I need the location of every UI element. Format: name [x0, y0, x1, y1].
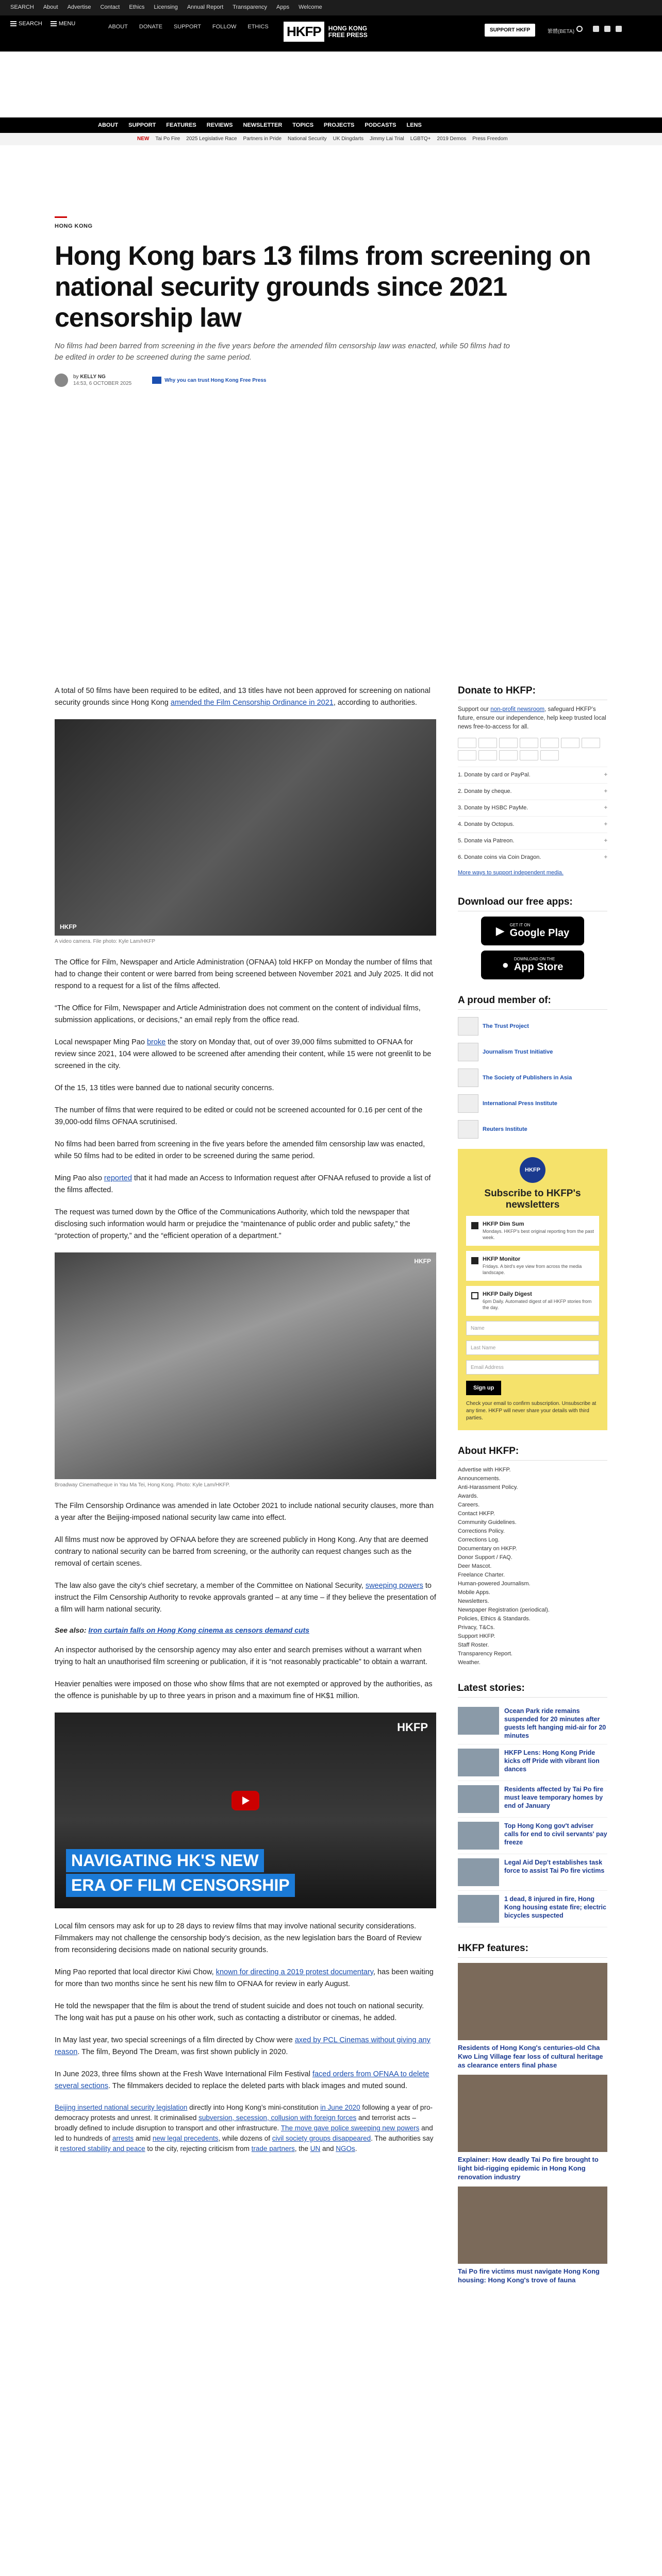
paragraph: The Office for Film, Newspaper and Article Administration (OFNAA) told HKFP on Monday the number of films that had to change their content or were barred from being screened between November 2021 and July 2025. It did not respond to a request for a list of the films affected. — [55, 958, 434, 990]
cinema-photo — [55, 1252, 436, 1479]
paragraph: Local film censors may ask for up to 28 days to review films that may involve national security considerations. Filmmakers may not challenge the censorship body’s decision, as the new legislation bars the Board of Review from reconsidering decisions made on national security grounds. — [55, 1922, 422, 1954]
jti-logo — [458, 1043, 478, 1061]
payment-icon — [458, 750, 476, 760]
newsletter-option-monitor[interactable]: HKFP Monitor Fridays. A bird's eye view from across the media landscape. — [466, 1251, 599, 1281]
payment-icon — [478, 738, 497, 748]
plus-icon: + — [604, 788, 607, 794]
nav-topics[interactable]: TOPICS — [292, 122, 314, 128]
about-item[interactable]: Awards. — [458, 1493, 478, 1499]
brand-nav-donate[interactable]: DONATE — [139, 24, 162, 30]
about-item[interactable]: Policies, Ethics & Standards. — [458, 1616, 531, 1622]
latest-title[interactable]: Top Hong Kong gov't adviser calls for end to civil servants' pay freeze — [504, 1822, 607, 1846]
video-badge: HKFP — [397, 1721, 428, 1734]
newsletter-title: Subscribe to HKFP's newsletters — [484, 1188, 581, 1210]
about-item[interactable]: Newspaper Registration (periodical). — [458, 1607, 550, 1613]
sopa-logo — [458, 1069, 478, 1087]
about-item[interactable]: Documentary on HKFP. — [458, 1546, 517, 1552]
paragraph: “The Office for Film, Newspaper and Article Administration does not comment on the content of individual films, submission applications, or decisions,” an email reply from the office read. — [55, 1004, 421, 1024]
author-line: by KELLY NG — [73, 374, 106, 380]
feature-title[interactable]: Explainer: How deadly Tai Po fire brought to light bid-rigging epidemic in Hong Kong renovation industry — [458, 2156, 599, 2181]
article-body — [55, 685, 436, 2164]
payment-logos — [458, 738, 607, 760]
hkfp-logo[interactable] — [284, 22, 368, 42]
member-reuters[interactable]: Reuters Institute — [458, 1120, 607, 1139]
payment-icon — [458, 738, 476, 748]
feature-title[interactable]: Tai Po fire victims must navigate Hong Kong housing: Hong Kong's trove of fauna — [458, 2267, 600, 2284]
app-store-button[interactable]: ● DOWNLOAD ON THE App Store — [481, 951, 584, 979]
latest-title[interactable]: 1 dead, 8 injured in fire, Hong Kong housing estate fire; electric bicycles suspected — [504, 1895, 606, 1919]
topbar-ethics[interactable]: Ethics — [129, 4, 145, 10]
inline-link[interactable]: UN — [310, 2145, 321, 2153]
plus-icon: + — [604, 805, 607, 811]
about-item[interactable]: Staff Roster. — [458, 1642, 489, 1648]
play-icon[interactable] — [231, 1791, 259, 1810]
member-heading: A proud member of: — [458, 995, 607, 1010]
byline — [55, 374, 601, 387]
subnav-item[interactable]: Partners in Pride — [243, 136, 282, 142]
about-item[interactable]: Advertise with HKFP. — [458, 1467, 511, 1473]
nav-reviews[interactable]: REVIEWS — [206, 122, 233, 128]
subnav-item[interactable]: UK Dingdarts — [333, 136, 364, 142]
paragraph: Of the 15, 13 titles were banned due to national security concerns. — [55, 1084, 274, 1092]
donate-heading: Donate to HKFP: — [458, 685, 607, 700]
inline-link[interactable]: amended the Film Censorship Ordinance in 2021 — [170, 699, 334, 707]
feature-title[interactable]: Residents of Hong Kong's centuries-old Cha Kwo Ling Village fear loss of cultural heritage as clearance enters final phase — [458, 2044, 603, 2069]
main-nav — [0, 117, 662, 133]
paragraph: In May last year, two special screenings of a film directed by Chow were axed by PCL Cinemas without giving any reason. The film, Beyond The Dream, was first shown publicly in 2020. — [55, 2036, 431, 2056]
search-icon — [10, 21, 16, 26]
latest-thumbnail — [458, 1895, 499, 1923]
more-ways-link[interactable]: More ways to support independent media. — [458, 870, 564, 876]
about-item[interactable]: Corrections Policy. — [458, 1528, 505, 1534]
subnav-item[interactable]: 2019 Demos — [437, 136, 467, 142]
latest-thumbnail — [458, 1749, 499, 1776]
reuters-logo — [458, 1120, 478, 1139]
member-trust-project[interactable]: The Trust Project — [458, 1017, 607, 1036]
paragraph: Ming Pao reported that local director Kiwi Chow, known for directing a 2019 protest documentary, has been waiting for more than two months since he sent his new film to OFNAA for review in early August. — [55, 1968, 434, 1988]
donate-option[interactable]: 3. Donate by HSBC PayMe. + — [458, 800, 607, 816]
inline-link[interactable]: arrests — [112, 2134, 134, 2142]
paragraph: Local newspaper Ming Pao broke the story on Monday that, out of over 39,000 films submitted to OFNAA for review since 2021, 104 were allowed to be screened after amending their content, while 15 were not greenlit to be screened in the city. — [55, 1038, 432, 1070]
donate-option[interactable]: 1. Donate by card or PayPal. + — [458, 767, 607, 783]
signup-note: Check your email to confirm subscription. Unsubscribe at any time. HKFP will never share your details with third parties. — [466, 1401, 597, 1421]
inline-link[interactable]: civil society groups disappeared — [272, 2134, 371, 2142]
about-item[interactable]: Careers. — [458, 1502, 480, 1508]
logo-mark: HKFP — [284, 22, 324, 42]
video-embed[interactable] — [55, 1713, 436, 1908]
feature-image[interactable] — [458, 2187, 607, 2264]
about-item[interactable]: Anti-Harassment Policy. — [458, 1484, 518, 1490]
photo-caption: A video camera. File photo: Kyle Lam/HKFP — [55, 939, 156, 944]
hamburger-icon — [51, 21, 57, 26]
latest-story[interactable] — [458, 1891, 607, 1927]
apps-heading: Download our free apps: — [458, 896, 607, 911]
topbar-contact[interactable]: Contact — [100, 4, 120, 10]
author-name[interactable]: KELLY NG — [80, 374, 106, 380]
donate-option[interactable]: 2. Donate by cheque. + — [458, 783, 607, 800]
top-utility-bar — [0, 0, 662, 15]
latest-thumbnail — [458, 1785, 499, 1813]
inline-link[interactable]: sweeping powers — [365, 1582, 423, 1590]
latest-story[interactable] — [458, 1818, 607, 1854]
member-ipi[interactable]: International Press Institute — [458, 1094, 607, 1113]
plus-icon: + — [604, 821, 607, 827]
donate-options — [458, 767, 607, 866]
about-item[interactable]: Announcements. — [458, 1476, 501, 1482]
nav-podcasts[interactable]: PODCASTS — [365, 122, 396, 128]
latest-thumbnail — [458, 1858, 499, 1886]
paragraph: The request was turned down by the Office of the Communications Authority, which told the newspaper that disclosing such information would harm or prejudice the “maintenance of public order and public safety,” the “protection of property,” and the “efficient operation of a department.” — [55, 1208, 410, 1240]
about-item[interactable]: Newsletters. — [458, 1598, 489, 1604]
topbar-licensing[interactable]: Licensing — [154, 4, 178, 10]
paragraph: In June 2023, three films shown at the Fresh Wave International Film Festival faced orders from OFNAA to delete several sections. The filmmakers decided to replace the deleted parts with black images and muted sound. — [55, 2070, 429, 2090]
subnav-item[interactable]: Press Freedom — [472, 136, 508, 142]
donate-option[interactable]: 4. Donate by Octopus. + — [458, 816, 607, 833]
subnav-item[interactable]: 2025 Legislative Race — [186, 136, 237, 142]
about-item[interactable]: Weather. — [458, 1659, 481, 1666]
payment-icon — [520, 738, 538, 748]
payment-icon — [499, 750, 518, 760]
paragraph: Ming Pao also reported that it had made an Access to Information request after OFNAA refused to provide a list of the films affected. — [55, 1174, 431, 1194]
checkbox[interactable] — [471, 1257, 478, 1264]
subnav-new-label: NEW — [137, 136, 150, 142]
about-item[interactable]: Privacy, T&Cs. — [458, 1624, 495, 1631]
inline-link[interactable]: new legal precedents — [152, 2134, 219, 2142]
about-item[interactable]: Human-powered Journalism. — [458, 1581, 531, 1587]
about-heading: About HKFP: — [458, 1446, 607, 1461]
email-input[interactable]: Email Address — [466, 1360, 599, 1375]
ipi-logo — [458, 1094, 478, 1113]
paragraph: The number of films that were required to be edited or could not be screened accounted for 0.16 per cent of the 39,000-odd films OFNAA scrutinised. — [55, 1106, 423, 1126]
inline-link[interactable]: reported — [104, 1174, 132, 1182]
search-icon[interactable] — [576, 26, 583, 32]
nav-about[interactable]: ABOUT — [98, 122, 119, 128]
features-heading: HKFP features: — [458, 1943, 607, 1958]
trust-badge-icon — [152, 377, 161, 384]
inline-link[interactable]: axed by PCL Cinemas without giving any reason — [55, 2036, 431, 2056]
about-item[interactable]: Community Guidelines. — [458, 1519, 517, 1526]
nav-support[interactable]: SUPPORT — [128, 122, 156, 128]
about-item[interactable]: Deer Mascot. — [458, 1563, 492, 1569]
payment-icon — [520, 750, 538, 760]
payment-icon — [582, 738, 600, 748]
about-item[interactable]: Corrections Log. — [458, 1537, 500, 1543]
about-item[interactable]: Mobile Apps. — [458, 1589, 490, 1596]
x-icon[interactable] — [604, 26, 610, 32]
paragraph: Heavier penalties were imposed on those who show films that are not exempted or approved by the authorities, as the offence is punishable by up to three years in prison and a maximum fine of HK$1 million. — [55, 1680, 433, 1700]
inline-link[interactable]: restored stability and peace — [60, 2145, 145, 2153]
latest-story[interactable] — [458, 1703, 607, 1744]
publish-date: 14:53, 6 OCTOBER 2025 — [73, 381, 132, 386]
about-item[interactable]: Donor Support / FAQ. — [458, 1554, 512, 1561]
topbar-transparency[interactable]: Transparency — [233, 4, 267, 10]
see-also-link[interactable]: Iron curtain falls on Hong Kong cinema as censors demand cuts — [88, 1626, 310, 1634]
about-item[interactable]: Contact HKFP. — [458, 1511, 495, 1517]
last-name-input[interactable]: Last Name — [466, 1341, 599, 1355]
brand-nav-ethics[interactable]: ETHICS — [247, 24, 269, 30]
inline-link[interactable]: known for directing a 2019 protest documentary — [216, 1968, 373, 1976]
latest-story[interactable] — [458, 1854, 607, 1891]
topbar-welcome[interactable]: Welcome — [299, 4, 322, 10]
latest-thumbnail — [458, 1822, 499, 1850]
nav-projects[interactable]: PROJECTS — [324, 122, 355, 128]
article-header — [55, 216, 601, 387]
see-also: See also: Iron curtain falls on Hong Kong cinema as censors demand cuts — [55, 1626, 310, 1634]
subnav-item[interactable]: National Security — [288, 136, 327, 142]
paragraph: An inspector authorised by the censorship agency may also enter and search premises without a warrant when trying to halt an unauthorised film screening or publication, if it is “not reasonably practicable” to obtain a warrant. — [55, 1646, 427, 1666]
member-jti[interactable]: Journalism Trust Initiative — [458, 1043, 607, 1061]
brand-bar — [0, 15, 662, 52]
trust-project-logo — [458, 1017, 478, 1036]
photo-caption: Broadway Cinematheque in Yau Ma Tei, Hong Kong. Photo: Kyle Lam/HKFP. — [55, 1482, 230, 1488]
inline-link[interactable]: subversion, secession, collusion with foreign forces — [198, 2114, 357, 2122]
author-avatar — [55, 374, 68, 387]
menu-toggle[interactable]: MENU — [51, 21, 75, 27]
paragraph: The law also gave the city’s chief secretary, a member of the Committee on National Security, sweeping powers to instruct the Film Censorship Authority to revoke approvals granted – at any time – if they believe the presentation of a film will harm national security. — [55, 1582, 436, 1614]
donate-text: Support our non-profit newsroom, safeguard HKFP’s future, ensure our independence, help keep trusted local news free-to-access for all. — [458, 706, 606, 730]
nav-newsletter[interactable]: NEWSLETTER — [243, 122, 283, 128]
nav-lens[interactable]: LENS — [406, 122, 422, 128]
trust-link[interactable]: Why you can trust Hong Kong Free Press — [152, 377, 266, 384]
paragraph: All films must now be approved by OFNAA before they are screened publicly in Hong Kong. Any that are deemed contrary to national security can be barred from screening, or the authority can request changes such as the removal of certain scenes. — [55, 1536, 428, 1568]
topbar-about[interactable]: About — [43, 4, 58, 10]
social-links — [593, 26, 622, 32]
signup-button[interactable]: Sign up — [466, 1381, 501, 1395]
inline-link[interactable]: The move gave police sweeping new powers — [280, 2124, 420, 2132]
newsletter-logo: HKFP — [520, 1157, 545, 1183]
nav-features[interactable]: FEATURES — [166, 122, 196, 128]
kicker-rule — [55, 216, 67, 218]
paragraph: No films had been barred from screening in the five years before the amended film censorship law was enacted, while 50 films had to be edited in order to be screened during the same period. — [55, 1140, 425, 1160]
paragraph: The Film Censorship Ordinance was amended in late October 2021 to include national security clauses, more than a year after the Beijing-imposed national security law came into effect. — [55, 1502, 434, 1522]
donate-option[interactable]: 5. Donate via Patreon. + — [458, 833, 607, 849]
support-hkfp-button[interactable]: SUPPORT HKFP — [485, 24, 535, 37]
checkbox[interactable] — [471, 1222, 478, 1229]
inline-link[interactable]: Beijing inserted national security legislation — [55, 2104, 188, 2111]
payment-icon — [478, 750, 497, 760]
latest-thumbnail — [458, 1707, 499, 1735]
topbar-search[interactable]: SEARCH — [10, 4, 34, 10]
latest-title[interactable]: Ocean Park ride remains suspended for 20 minutes after guests left hanging mid-air for 20 minutes — [504, 1707, 606, 1739]
facebook-icon[interactable] — [593, 26, 599, 32]
paragraph: A total of 50 films have been required to be edited, and 13 titles have not been approved for screening on national security grounds since Hong Kong amended the Film Censorship Ordinance in 2021, according to authorities. — [55, 687, 431, 707]
search-menu[interactable]: SEARCH — [10, 21, 42, 27]
inline-link[interactable]: NGOs — [336, 2145, 355, 2153]
instagram-icon[interactable] — [616, 26, 622, 32]
brand-nav-about[interactable]: ABOUT — [108, 24, 128, 30]
subnav-item[interactable]: LGBTQ+ — [410, 136, 431, 142]
inline-link[interactable]: trade partners — [251, 2145, 295, 2153]
payment-icon — [499, 738, 518, 748]
payment-icon — [540, 750, 559, 760]
photo-watermark: HKFP — [60, 923, 77, 930]
inline-link[interactable]: broke — [146, 1038, 166, 1046]
about-item[interactable]: Transparency Report. — [458, 1651, 512, 1657]
non-profit-link[interactable]: non-profit newsroom — [490, 706, 545, 713]
topbar-annual-report[interactable]: Annual Report — [187, 4, 224, 10]
feature-image[interactable] — [458, 1963, 607, 2040]
plus-icon: + — [604, 772, 607, 778]
latest-list — [458, 1703, 607, 1927]
google-play-icon: ▶ — [495, 924, 505, 937]
payment-icon — [561, 738, 580, 748]
brand-nav-follow[interactable]: FOLLOW — [212, 24, 237, 30]
video-title-line2: ERA OF FILM CENSORSHIP — [66, 1874, 295, 1897]
camera-photo — [55, 719, 436, 936]
article-subtitle: No films had been barred from screening in the five years before the amended film censorship law was enacted, while 50 films had to be edited in order to be screened during the same period. — [55, 342, 510, 362]
about-item[interactable]: Freelance Charter. — [458, 1572, 505, 1578]
newsletter-option-dim-sum[interactable]: HKFP Dim Sum Mondays. HKFP's best original reporting from the past week. — [466, 1216, 599, 1246]
latest-heading: Latest stories: — [458, 1683, 607, 1698]
latest-story[interactable] — [458, 1781, 607, 1818]
subnav-item[interactable]: Tai Po Fire — [155, 136, 180, 142]
donate-option[interactable]: 6. Donate coins via Coin Dragon. + — [458, 849, 607, 866]
latest-title[interactable]: Legal Aid Dep't establishes task force to assist Tai Po fire victims — [504, 1859, 605, 1874]
latest-title[interactable]: HKFP Lens: Hong Kong Pride kicks off Pride with vibrant lion dances — [504, 1749, 600, 1773]
payment-icon — [540, 738, 559, 748]
topbar-advertise[interactable]: Advertise — [67, 4, 91, 10]
inline-link[interactable]: faced orders from OFNAA to delete several sections — [55, 2070, 429, 2090]
brand-nav-support[interactable]: SUPPORT — [173, 24, 201, 30]
sidebar — [458, 685, 607, 2290]
google-play-button[interactable]: ▶ GET IT ON Google Play — [481, 917, 584, 945]
member-sopa[interactable]: The Society of Publishers in Asia — [458, 1069, 607, 1087]
checkbox[interactable] — [471, 1292, 478, 1299]
newsletter-option-daily[interactable]: HKFP Daily Digest 6pm Daily. Automated digest of all HKFP stories from the day. — [466, 1286, 599, 1316]
topbar-apps[interactable]: Apps — [276, 4, 290, 10]
paragraph: Beijing inserted national security legislation directly into Hong Kong’s mini-constitution in June 2020 following a year of pro-democracy protests and unrest. It criminalised subversion, secession, collusion with foreign forces and terrorist acts – broadly defined to include disruption to transport and other infrastructure. The move gave police sweeping new powers and led to hundreds of arrests amid new legal precedents, while dozens of civil society groups disappeared. The authorities say it restored stability and peace to the city, rejecting criticism from trade partners, the UN and NGOs. — [55, 2104, 434, 2153]
video-title-line1: NAVIGATING HK'S NEW — [66, 1849, 264, 1872]
subnav-item[interactable]: Jimmy Lai Trial — [370, 136, 404, 142]
article-title: Hong Kong bars 13 films from screening on national security grounds since 2021 censorship law — [55, 241, 591, 333]
plus-icon: + — [604, 838, 607, 844]
feature-image[interactable] — [458, 2075, 607, 2152]
logo-text: HONG KONG FREE PRESS — [328, 24, 368, 39]
about-item[interactable]: Support HKFP. — [458, 1633, 495, 1639]
inline-link[interactable]: in June 2020 — [320, 2104, 360, 2111]
features-list — [458, 1963, 607, 2284]
apple-icon: ● — [502, 958, 509, 971]
name-input[interactable]: Name — [466, 1321, 599, 1335]
plus-icon: + — [604, 854, 607, 860]
language-switch[interactable]: 繁體(BETA) — [548, 29, 575, 35]
about-list — [458, 1466, 607, 1667]
sub-nav — [0, 133, 662, 145]
photo-watermark: HKFP — [414, 1258, 431, 1265]
newsletter-signup — [458, 1149, 607, 1430]
paragraph: He told the newspaper that the film is about the trend of student suicide and does not touch on national security. The long wait has put a pause on his other work, such as contacting a distributor or cinemas, he added. — [55, 2002, 424, 2022]
latest-story[interactable] — [458, 1744, 607, 1781]
latest-title[interactable]: Residents affected by Tai Po fire must leave temporary homes by end of January — [504, 1786, 604, 1809]
article-category[interactable]: HONG KONG — [55, 223, 93, 229]
